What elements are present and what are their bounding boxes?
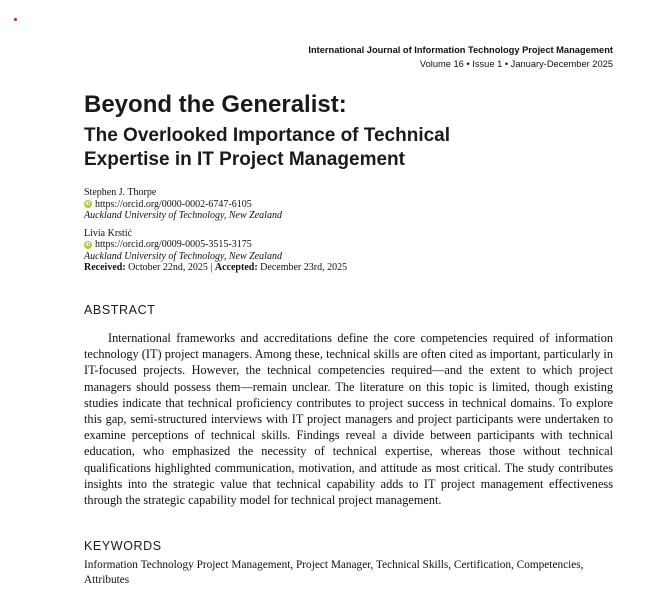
received-label: Received: xyxy=(84,262,126,273)
accepted-date: December 23rd, 2025 xyxy=(260,262,348,273)
orcid-link[interactable] xyxy=(84,199,347,211)
author-name: Stephen J. Thorpe xyxy=(84,187,157,198)
journal-header xyxy=(308,43,613,71)
abstract-text: International frameworks and accreditations define the core competencies required of information technology (IT) project managers. Among these, technical skills are often cited as important, particularly in IT-focused projects. However, the technical competencies required—and the extent to which project managers should possess them—remain unclear. The literature on this topic is limited, though existing studies indicate that technical proficiency contributes to project success in technical domains. To explore this gap, semi-structured interviews with IT project managers and project participants were undertaken to examine perceptions of technical skills. Findings reveal a divide between participants with technical education, who emphasized the necessity of technical expertise, whereas those without technical qualifications highlighted communication, motivation, and attitude as most critical. The study contributes insights into the strategic value that technical capability adds to IT project management effectiveness through the strategic capability model for technical project management. xyxy=(84,331,613,508)
author-1 xyxy=(84,187,347,222)
orcid-icon: iD xyxy=(85,241,91,248)
author-block xyxy=(84,187,347,274)
journal-issue: Volume 16 • Issue 1 • January-December 2025 xyxy=(419,59,613,69)
keywords-text: Information Technology Project Management, Project Manager, Technical Skills, Certification, Competencies, Attributes xyxy=(84,559,584,586)
abstract-heading: ABSTRACT xyxy=(84,303,156,317)
orcid-link[interactable] xyxy=(84,239,347,251)
keywords-heading: KEYWORDS xyxy=(84,539,162,553)
author-affiliation: Auckland University of Technology, New Zealand xyxy=(84,210,282,221)
paper-title xyxy=(84,91,614,172)
title-subtitle: The Overlooked Importance of Technical Expertise in IT Project Management xyxy=(84,125,451,170)
orcid-url[interactable]: https://orcid.org/0000-0002-6747-6105 xyxy=(95,198,252,210)
received-date: October 22nd, 2025 xyxy=(128,262,208,273)
journal-name: International Journal of Information Technology Project Management xyxy=(308,45,613,55)
author-affiliation: Auckland University of Technology, New Zealand xyxy=(84,250,282,262)
accepted-label: Accepted: xyxy=(214,262,258,273)
orcid-url[interactable]: https://orcid.org/0009-0005-3515-3175 xyxy=(95,239,252,250)
title-main: Beyond the Generalist: xyxy=(84,91,347,118)
author-2 xyxy=(84,228,347,263)
author-name: Livia Krstić xyxy=(84,227,133,239)
orcid-icon: iD xyxy=(85,201,91,208)
red-dot-mark xyxy=(14,18,17,21)
date-separator: | xyxy=(210,262,213,273)
submission-dates xyxy=(84,262,347,274)
